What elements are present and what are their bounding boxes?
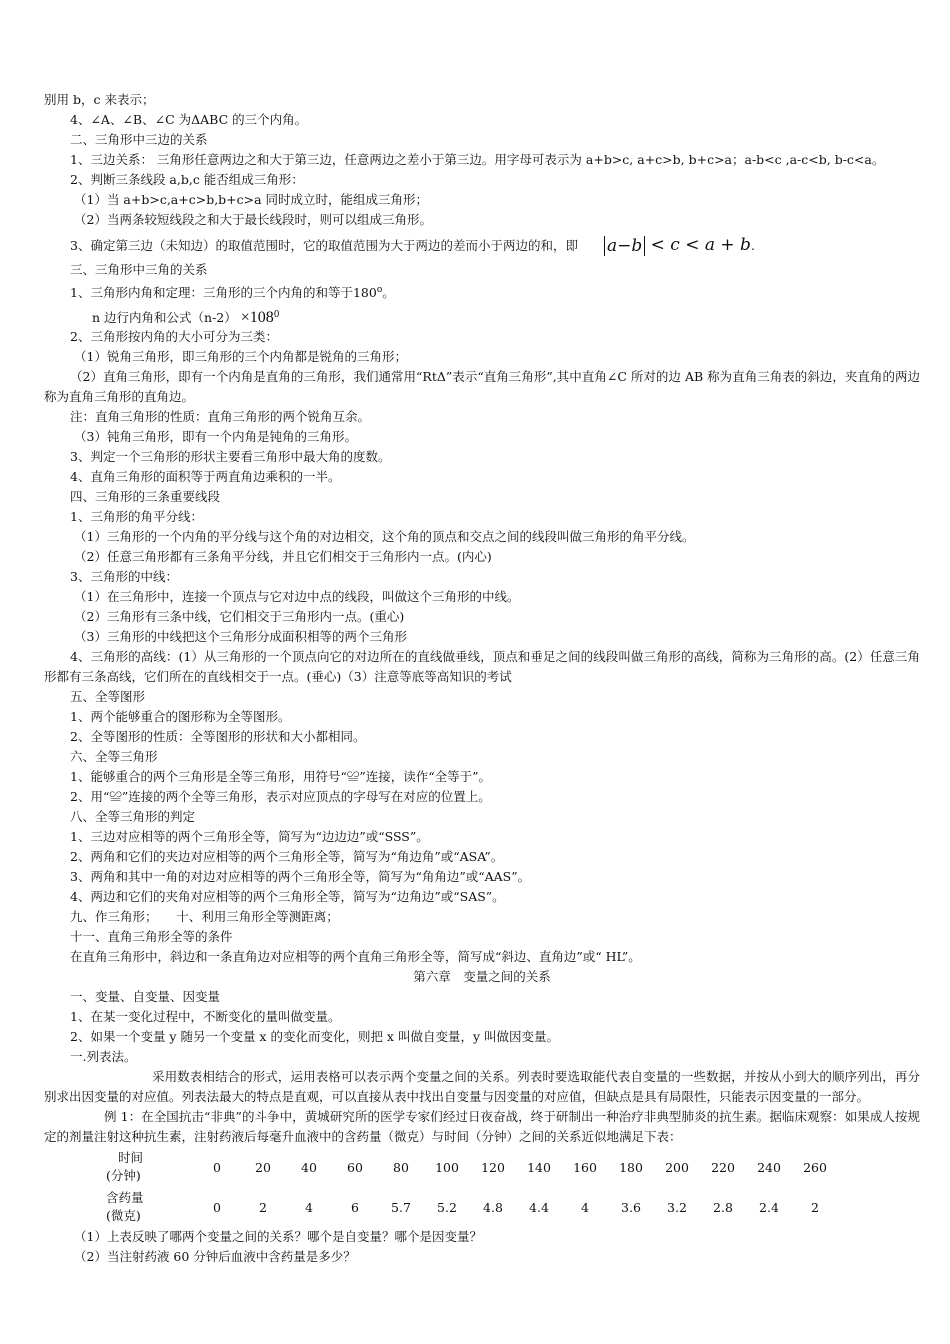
table-cell: 4 (581, 1199, 589, 1215)
text-line: 4、两边和它们的夹角对应相等的两个三角形全等，简写为“边角边”或“SAS”。 (70, 889, 505, 905)
section-heading: 四、三角形的三条重要线段 (70, 489, 221, 505)
text-segment: 3、确定第三边（未知边）的取值范围时，它的取值范围为大于两边的差而小于两边的和，即 (70, 238, 578, 253)
text-line: 2、全等图形的性质：全等图形的形状和大小都相同。 (70, 729, 366, 745)
table-cell: 4.4 (529, 1199, 549, 1215)
text-segment: n 边行内角和公式（n-2） (92, 310, 237, 326)
table-cell: 200 (665, 1159, 689, 1175)
text-line: （3）三角形的中线把这个三角形分成面积相等的两个三角形 (74, 629, 407, 645)
table-row (106, 1147, 838, 1187)
example-paragraph: 例 1：在全国抗击“非典”的斗争中，黄城研究所的医学专家们经过日夜奋战，终于研制出一种治疗非典型肺炎的抗生素。据临床观察：如果成人按规定的剂量注射这种抗生素，注射药液后每毫升血液中的含药量（微克）与时间（分钟）之间的关系近似地满足下表： (44, 1109, 920, 1145)
text-paragraph: 4、三角形的高线：(1）从三角形的一个顶点向它的对边所在的直线做垂线，顶点和垂足之间的线段叫做三角形的高线，简称为三角形的高。(2）任意三角形都有三条高线，它们所在的直线相交于一点。(垂心)（3）注意等底等高知识的考试 (44, 649, 920, 685)
section-heading: 二、三角形中三边的关系 (70, 132, 208, 147)
text-line: 在直角三角形中，斜边和一条直角边对应相等的两个直角三角形全等，简写成“斜边、直角边”或“ HL”。 (70, 949, 641, 965)
text-line: （1）锐角三角形，即三角形的三个内角都是锐角的三角形； (74, 349, 407, 365)
note-line: 注：直角三角形的性质：直角三角形的两个锐角互余。 (70, 409, 371, 425)
formula-dot: . (750, 238, 755, 253)
times-108: ×108 (240, 309, 274, 327)
text-line: 2、判断三条线段 a,b,c 能否组成三角形： (70, 172, 304, 187)
table-cell: 60 (347, 1159, 363, 1175)
text-segment: 1、三角形内角和定理：三角形的三个内角的和等于180 (70, 285, 377, 301)
section-heading: 九、作三角形； 十、利用三角形全等测距离； (70, 909, 339, 925)
table-cell: 5.2 (437, 1199, 457, 1215)
section-heading: 一、变量、自变量、因变量 (70, 989, 221, 1005)
text-line: （2）当两条较短线段之和大于最长线段时，则可以组成三角形。 (74, 212, 432, 227)
table-cell: 3.6 (621, 1199, 641, 1215)
table-cell: 120 (481, 1159, 505, 1175)
inequality-formula (604, 235, 751, 255)
text-line: 1、三角形内角和定理：三角形的三个内角的和等于180$^o$。 (70, 285, 395, 301)
text-line: 3、三角形的中线： (70, 569, 178, 585)
text-line: （1）在三角形中，连接一个顶点与它对边中点的线段，叫做这个三角形的中线。 (74, 589, 520, 605)
document-body (44, 90, 920, 1267)
text-line: 3、两角和其中一角的对边对应相等的两个三角形全等，简写为“角角边”或“AAS”。 (70, 869, 531, 885)
text-line: 1、两个能够重合的图形称为全等图形。 (70, 709, 291, 725)
table-cell: 220 (711, 1159, 735, 1175)
table-cell: 2 (259, 1199, 267, 1215)
text-line: 1、在某一变化过程中，不断变化的量叫做变量。 (70, 1009, 341, 1025)
table-cell: 40 (301, 1159, 317, 1175)
table-cell: 240 (757, 1159, 781, 1175)
text-line: 1、能够重合的两个三角形是全等三角形，用符号“≌”连接，读作“全等于”。 (70, 769, 492, 785)
table-cell: 140 (527, 1159, 551, 1175)
text-line: （3）钝角三角形，即有一个内角是钝角的三角形。 (74, 429, 357, 445)
absolute-value: a−b (604, 236, 645, 256)
text-line: 2、三角形按内角的大小可分为三类： (70, 329, 278, 345)
text-line: （2）任意三角形都有三条角平分线，并且它们相交于三角形内一点。(内心) (74, 549, 492, 565)
degree-mark: o (376, 285, 383, 295)
table-cell: 4.8 (483, 1199, 503, 1215)
text-line: 4、∠A、∠B、∠C 为ΔABC 的三个内角。 (70, 112, 308, 127)
table-cell: 5.7 (391, 1199, 411, 1215)
table-cell: 0 (213, 1159, 221, 1175)
section-heading: 三、三角形中三角的关系 (70, 262, 208, 277)
table-cell: 2 (811, 1199, 819, 1215)
table-cell: 0 (213, 1199, 221, 1215)
text-paragraph: 1、三边关系： 三角形任意两边之和大于第三边，任意两边之差小于第三边。用字母可表示为 a+b>c, a+c>b, b+c>a；a-b<c ,a-c<b, b-c<a。 (70, 152, 885, 167)
text-line: 2、如果一个变量 y 随另一个变量 x 的变化而变化，则把 x 叫做自变量，y 叫做因变量。 (70, 1029, 559, 1045)
table-cell: 6 (351, 1199, 359, 1215)
question-line: （1）上表反映了哪两个变量之间的关系？哪个是自变量？哪个是因变量？ (74, 1229, 482, 1245)
text-line: （1）三角形的一个内角的平分线与这个角的对边相交，这个角的顶点和交点之间的线段叫做三角形的角平分线。 (74, 529, 695, 545)
table-cell: 100 (435, 1159, 459, 1175)
text-line: 1、三角形的角平分线： (70, 509, 203, 525)
table-cell: 20 (255, 1159, 271, 1175)
row-header: 含药量 (微克) (106, 1190, 144, 1224)
chapter-title: 第六章 变量之间的关系 (413, 969, 551, 985)
text-line: （1）当 a+b>c,a+c>b,b+c>a 同时成立时，能组成三角形； (74, 192, 429, 207)
section-heading: 一.列表法。 (70, 1049, 137, 1065)
table-cell: 3.2 (667, 1199, 687, 1215)
table-cell: 180 (619, 1159, 643, 1175)
text-line: 2、用“≌”连接的两个全等三角形，表示对应顶点的字母写在对应的位置上。 (70, 789, 491, 805)
section-heading: 十一、直角三角形全等的条件 (70, 929, 233, 945)
text-line-with-formula (44, 230, 920, 260)
degree-mark: 0 (273, 310, 280, 321)
text-line: （2）三角形有三条中线，它们相交于三角形内一点。(重心) (74, 609, 405, 625)
section-heading: 八、全等三角形的判定 (70, 809, 196, 825)
table-cell: 2.8 (713, 1199, 733, 1215)
table-cell: 2.4 (759, 1199, 779, 1215)
text-line: 4、直角三角形的面积等于两直角边乘积的一半。 (70, 469, 341, 485)
table-cell: 260 (803, 1159, 827, 1175)
row-header: 时间 (分钟) (106, 1150, 144, 1184)
text-paragraph: （2）直角三角形，即有一个内角是直角的三角形，我们通常用“RtΔ”表示“直角三角形”,其中直角∠C 所对的边 AB 称为直角三角表的斜边，夹直角的两边称为直角三角形的直角边。 (44, 369, 920, 405)
section-heading: 五、全等图形 (70, 689, 146, 705)
table-cell: 4 (305, 1199, 313, 1215)
question-line: （2）当注射药液 60 分钟后血液中含药量是多少？ (74, 1249, 356, 1265)
text-line: 别用 b，c 来表示； (44, 92, 155, 107)
section-heading: 六、全等三角形 (70, 749, 158, 765)
data-table (106, 1147, 838, 1227)
table-row (106, 1187, 838, 1227)
text-line: 1、三边对应相等的两个三角形全等，简写为“边边边”或“SSS”。 (70, 829, 429, 845)
table-cell: 80 (393, 1159, 409, 1175)
text-line-with-formula (44, 303, 920, 327)
formula-rest: < c < a + b (650, 235, 751, 255)
text-paragraph: 采用数表相结合的形式，运用表格可以表示两个变量之间的关系。列表时要选取能代表自变量的一些数据，并按从小到大的顺序列出，再分别求出因变量的对应值。列表法最大的特点是直观，可以直接从表中找出自变量与因变量的对应值，但缺点是具有局限性，只能表示因变量的一部分。 (44, 1069, 920, 1105)
text-line: 2、两角和它们的夹边对应相等的两个三角形全等，简写为“角边角”或“ASA”。 (70, 849, 504, 865)
text-line: 3、判定一个三角形的形状主要看三角形中最大角的度数。 (70, 449, 391, 465)
table-cell: 160 (573, 1159, 597, 1175)
